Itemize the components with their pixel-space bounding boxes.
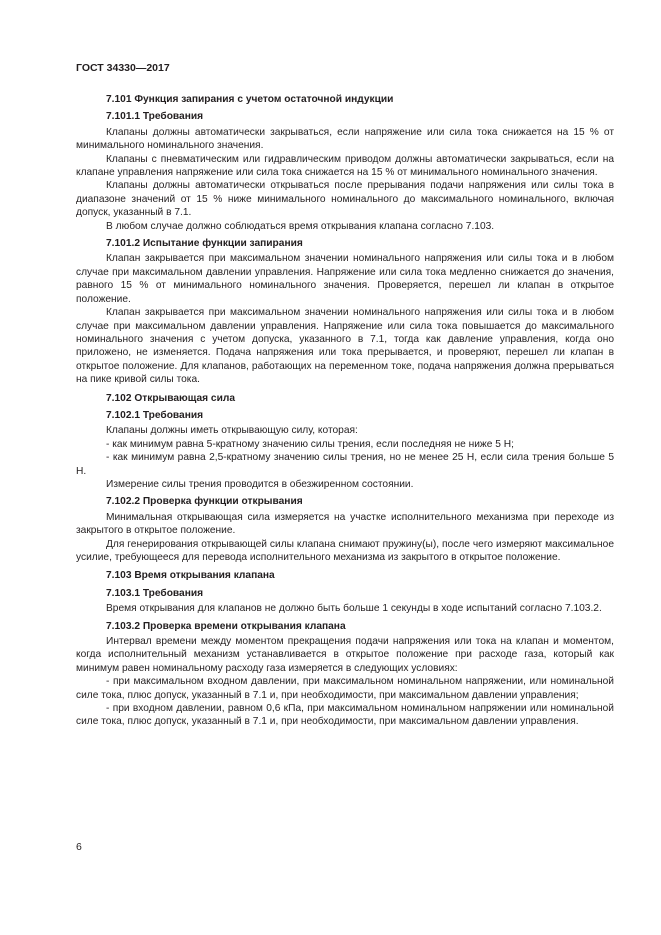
paragraph: - как минимум равна 5-кратному значению силы трения, если последняя не ниже 5 Н;	[106, 438, 514, 450]
document-body	[76, 93, 614, 729]
section-heading: 7.102 Открывающая сила	[106, 392, 235, 404]
paragraph: Клапаны должны автоматически открываться после прерывания подачи напряжения или силы тока в диапазоне значений от 15 % ниже минимального номинального до максимального номинального, включая допуск, указанный в 7.1.	[76, 180, 614, 219]
subsection-heading: 7.102.2 Проверка функции открывания	[106, 496, 303, 508]
paragraph: - как минимум равна 2,5-кратному значению силы трения, но не менее 25 Н, если сила трения больше 5 Н.	[76, 452, 614, 477]
paragraph: Минимальная открывающая сила измеряется на участке исполнительного механизма при переходе из закрытого в открытое положение.	[76, 511, 614, 537]
paragraph: Клапаны должны иметь открывающую силу, которая:	[106, 425, 358, 437]
paragraph: Клапан закрывается при максимальном значении номинального напряжения или силы тока и в любом случае при максимальном давлении управления. Напряжение или сила тока медленно снижается до значения, равного 15 % от минимального номинального значения. Проверяется, перешел ли клапан в открытое положение.	[76, 253, 614, 305]
paragraph: Клапаны должны автоматически закрываться, если напряжение или сила тока снижается на 15 % от минимального номинального значения.	[76, 126, 614, 152]
paragraph: Для генерирования открывающей силы клапана снимают пружину(ы), после чего измеряют максимальное усилие, требующееся для перевода исполнительного механизма из закрытого в открытое положение.	[76, 538, 614, 563]
subsection-heading: 7.101.1 Требования	[106, 111, 204, 123]
section-heading: 7.101 Функция запирания с учетом остаточной индукции	[106, 94, 394, 105]
paragraph: В любом случае должно соблюдаться время открывания клапана согласно 7.103.	[106, 220, 495, 232]
subsection-heading: 7.103.2 Проверка времени открывания клапана	[106, 620, 346, 632]
subsection-heading: 7.103.1 Требования	[106, 587, 204, 599]
paragraph: Клапаны с пневматическим или гидравлическим приводом должны автоматически закрываться, если на клапане управления напряжение или сила тока снижается на 15 % от минимального номинального значения.	[76, 153, 614, 179]
paragraph: Интервал времени между моментом прекращения подачи напряжения или тока на клапан и моментом, когда исполнительный механизм устанавливается в открытое положение при расходе газа, который как минимум равен номинальному расходу газа измеряется в следующих условиях:	[76, 636, 614, 674]
section-heading: 7.103 Время открывания клапана	[106, 570, 275, 582]
paragraph: Время открывания для клапанов не должно быть больше 1 секунды в ходе испытаний согласно 7.103.2.	[106, 603, 602, 615]
paragraph: - при входном давлении, равном 0,6 кПа, при максимальном номинальном напряжении или номинальной силе тока, плюс допуск, указанный в 7.1 и, при необходимости, при максимальном давлении управления.	[76, 703, 614, 728]
paragraph: Клапан закрывается при максимальном значении номинального напряжения или силы тока и в любом случае при максимальном давлении управления. Напряжение или сила тока повышается до максимального номинального значения с учетом допуска, указанного в 7.1, тогда как давление управления, когда оно приложено, не изменяется. Подача напряжения или тока прерывается, и проверяют, перешел ли клапан в открытое положение. Для клапанов, работающих на переменном токе, подача напряжения должна прерываться на пике кривой силы тока.	[76, 307, 614, 386]
paragraph: Измерение силы трения проводится в обезжиренном состоянии.	[106, 478, 414, 490]
subsection-heading: 7.102.1 Требования	[106, 409, 204, 421]
subsection-heading: 7.101.2 Испытание функции запирания	[106, 238, 303, 250]
page-number: 6	[76, 841, 82, 853]
standard-header: ГОСТ 34330—2017	[76, 62, 170, 74]
paragraph: - при максимальном входном давлении, при максимальном номинальном напряжении, или номинальной силе тока, плюс допуск, указанный в 7.1 и, при необходимости, при максимальном давлении управления;	[76, 676, 614, 701]
